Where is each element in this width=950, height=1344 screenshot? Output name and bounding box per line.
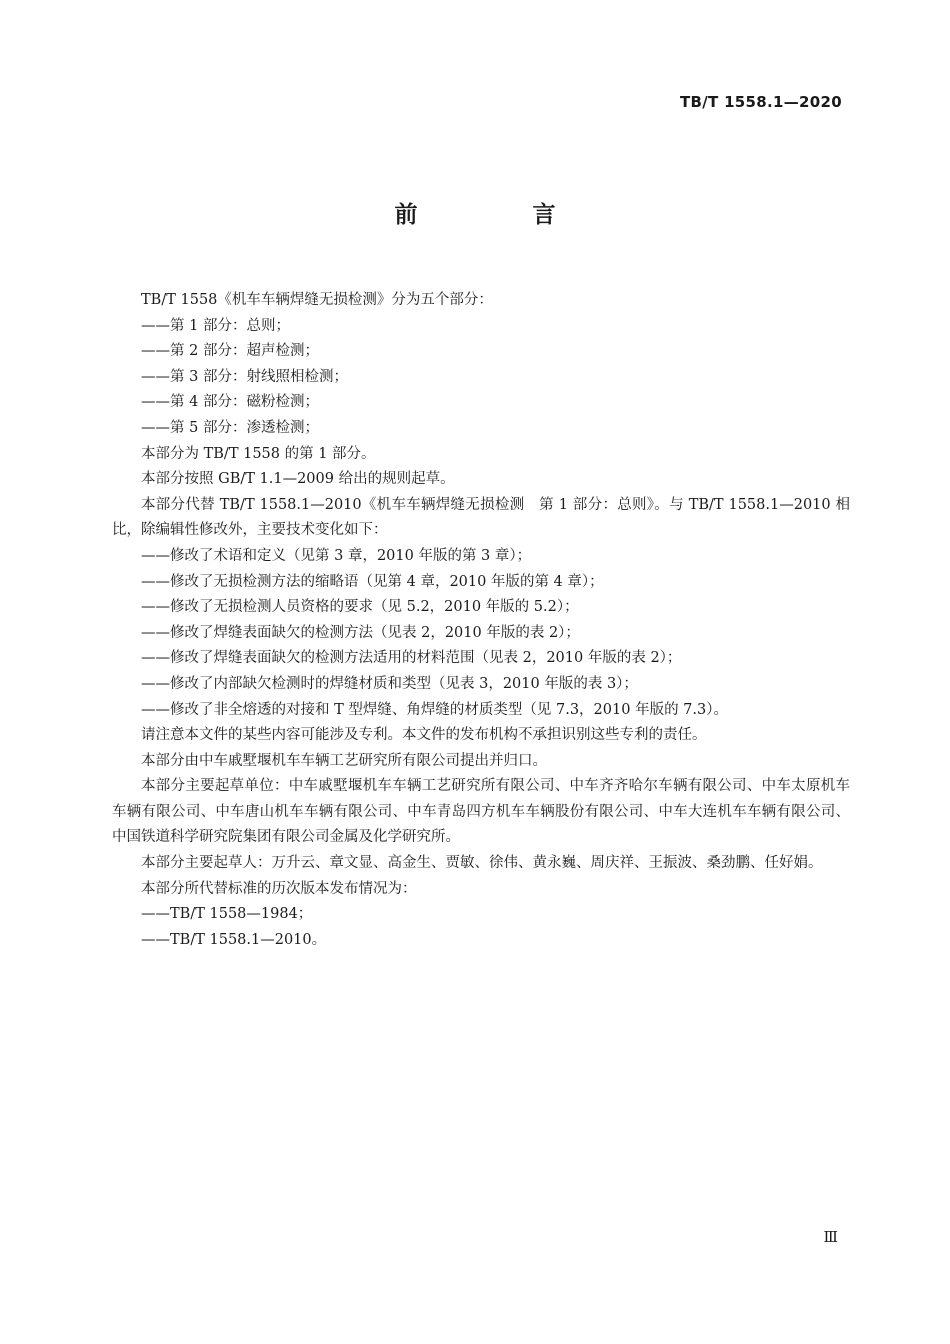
list-item-history-2010: ——TB/T 1558.1—2010。 <box>141 931 327 948</box>
list-item-change-2: ——修改了无损检测方法的缩略语（见第 4 章，2010 年版的第 4 章）； <box>141 573 604 590</box>
paragraph-drafting-units: 本部分主要起草单位：中车戚墅堰机车车辆工艺研究所有限公司、中车齐齐哈尔车辆有限公司、中车太原机车车辆有限公司、中车唐山机车车辆有限公司、中车青岛四方机车车辆股份有限公司、中车大连机车车辆有限公司、中国铁道科学研究院集团有限公司金属及化学研究所。 <box>112 778 850 846</box>
paragraph-patent-notice: 请注意本文件的某些内容可能涉及专利。本文件的发布机构不承担识别这些专利的责任。 <box>141 727 707 744</box>
list-item-part-2: ——第 2 部分：超声检测； <box>141 343 319 360</box>
list-item-part-5: ——第 5 部分：渗透检测； <box>141 419 319 436</box>
list-item-part-1: ——第 1 部分：总则； <box>141 317 290 334</box>
list-item-change-1: ——修改了术语和定义（见第 3 章，2010 年版的第 3 章）； <box>141 547 532 564</box>
list-item-part-4: ——第 4 部分：磁粉检测； <box>141 394 319 411</box>
paragraph-history-intro: 本部分所代替标准的历次版本发布情况为： <box>141 880 417 897</box>
list-item-change-3: ——修改了无损检测人员资格的要求（见 5.2，2010 年版的 5.2）； <box>141 599 579 616</box>
list-item-change-5: ——修改了焊缝表面缺欠的检测方法适用的材料范围（见表 2，2010 年版的表 2）； <box>141 650 682 667</box>
paragraph-this-part: 本部分为 TB/T 1558 的第 1 部分。 <box>141 445 376 462</box>
foreword-body <box>112 288 850 953</box>
list-item-change-7: ——修改了非全熔透的对接和 T 型焊缝、角焊缝的材质类型（见 7.3，2010 年版的 7.3）。 <box>141 701 728 718</box>
list-item-change-6: ——修改了内部缺欠检测时的焊缝材质和类型（见表 3，2010 年版的表 3）； <box>141 675 638 692</box>
paragraph-parts-intro: TB/T 1558《机车车辆焊缝无损检测》分为五个部分： <box>141 292 493 308</box>
document-code: TB/T 1558.1—2020 <box>679 93 842 111</box>
list-item-history-1984: ——TB/T 1558—1984； <box>141 906 313 923</box>
paragraph-drafters: 本部分主要起草人：万升云、章文显、高金生、贾敏、徐伟、黄永巍、周庆祥、王振波、桑劲鹏、任好娟。 <box>141 855 823 872</box>
list-item-change-4: ——修改了焊缝表面缺欠的检测方法（见表 2，2010 年版的表 2）； <box>141 624 580 641</box>
paragraph-drafting-rules: 本部分按照 GB/T 1.1—2009 给出的规则起草。 <box>141 471 455 488</box>
paragraph-proposed-by: 本部分由中车戚墅堰机车车辆工艺研究所有限公司提出并归口。 <box>141 752 547 769</box>
paragraph-replaces: 本部分代替 TB/T 1558.1—2010《机车车辆焊缝无损检测 第 1 部分：总则》。与 TB/T 1558.1—2010 相比，除编辑性修改外，主要技术变化如下： <box>112 496 850 539</box>
page-title: 前 言 <box>394 202 602 228</box>
list-item-part-3: ——第 3 部分：射线照相检测； <box>141 368 348 385</box>
page-number: Ⅲ <box>823 1228 838 1246</box>
